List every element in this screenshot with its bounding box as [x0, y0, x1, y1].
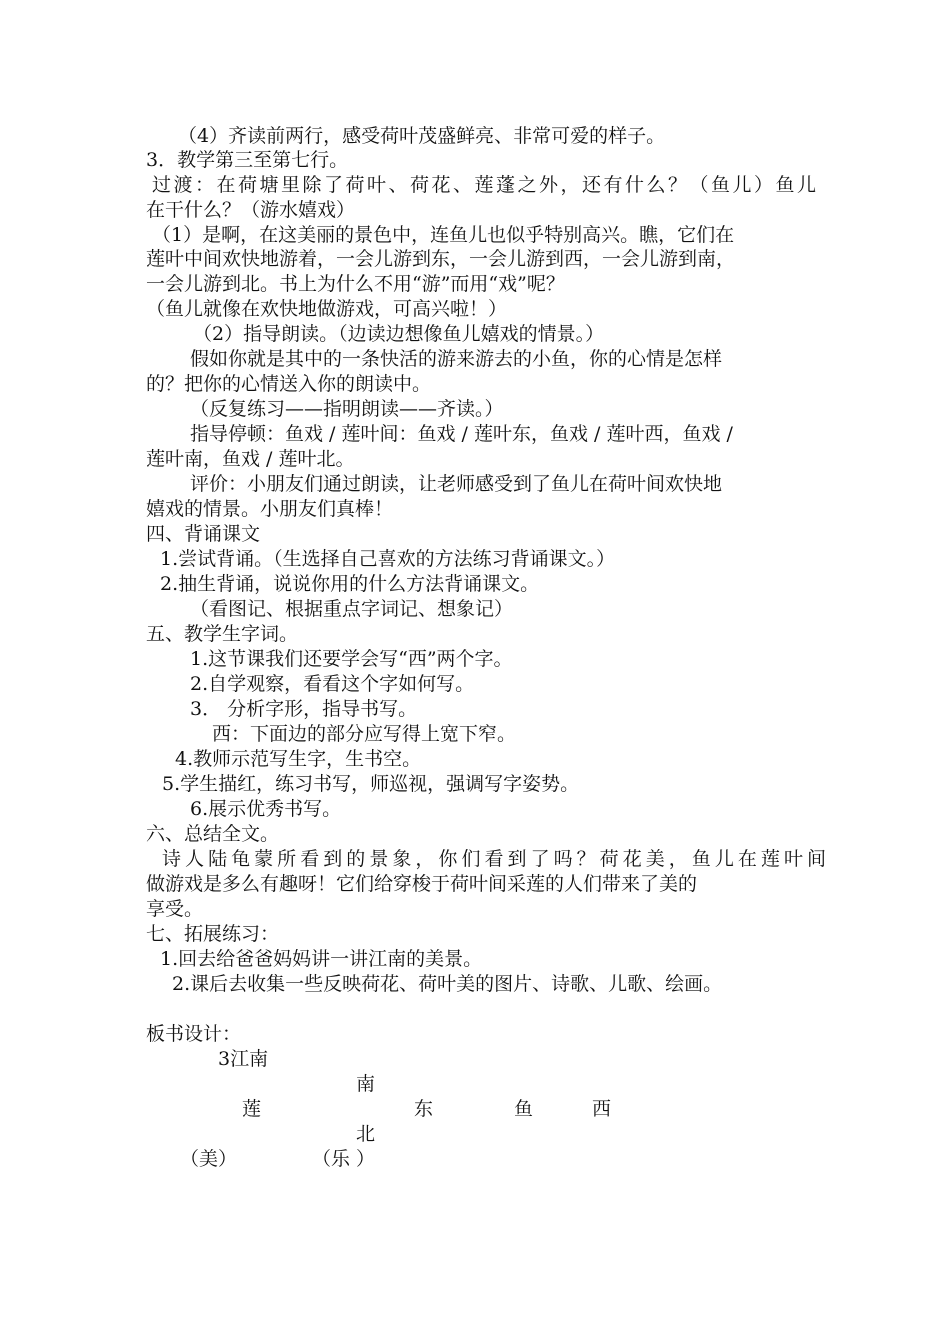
section-heading: 五、教学生字词。 [146, 623, 299, 645]
text-line: 6.展示优秀书写。 [190, 798, 342, 820]
text-line: （看图记、根据重点字词记、想象记） [190, 598, 514, 620]
text-line: 过渡：在荷塘里除了荷叶、荷花、莲蓬之外，还有什么？（鱼儿）鱼儿 [152, 174, 819, 196]
text-line: 一会儿游到北。书上为什么不用“游”而用“戏”呢？ [146, 273, 565, 295]
text-line: 3． 分析字形，指导书写。 [190, 698, 418, 720]
board-word-joy: （乐 ） [312, 1148, 376, 1170]
board-word-lotus: 莲 [242, 1098, 262, 1120]
text-line: 莲叶中间欢快地游着，一会儿游到东，一会儿游到西，一会儿游到南， [146, 248, 736, 270]
text-line: 享受。 [146, 898, 204, 920]
text-line: 2.自学观察，看看这个字如何写。 [190, 673, 475, 695]
text-line: 诗人陆龟蒙所看到的景象，你们看到了吗？荷花美，鱼儿在莲叶间 [162, 848, 831, 870]
text-line: 1.尝试背诵。（生选择自己喜欢的方法练习背诵课文。） [160, 548, 616, 570]
text-line: 1.回去给爸爸妈妈讲一讲江南的美景。 [160, 948, 483, 970]
board-word-south: 南 [356, 1073, 376, 1095]
text-line: 西：下面边的部分应写得上宽下窄。 [212, 723, 517, 745]
text-line: 莲叶南，鱼戏 / 莲叶北。 [146, 448, 355, 470]
text-line: 在干什么？（游水嬉戏） [146, 199, 356, 221]
board-word-east: 东 [414, 1098, 434, 1120]
section-heading: 六、总结全文。 [146, 823, 280, 845]
section-heading: 七、拓展练习： [146, 923, 280, 945]
text-line: 假如你就是其中的一条快活的游来游去的小鱼，你的心情是怎样 [190, 348, 723, 370]
text-line: 4.教师示范写生字，生书空。 [175, 748, 422, 770]
text-line: 5.学生描红，练习书写，师巡视，强调写字姿势。 [162, 773, 580, 795]
text-line: 指导停顿：鱼戏 / 莲叶间：鱼戏 / 莲叶东，鱼戏 / 莲叶西，鱼戏 / [190, 423, 733, 445]
text-line: 做游戏是多么有趣呀！它们给穿梭于荷叶间采莲的人们带来了美的 [146, 873, 698, 895]
text-line: （4）齐读前两行，感受荷叶茂盛鲜亮、非常可爱的样子。 [178, 125, 666, 147]
text-line: 2.抽生背诵，说说你用的什么方法背诵课文。 [160, 573, 540, 595]
board-word-beauty: （美） [180, 1148, 238, 1170]
section-heading: 四、背诵课文 [146, 523, 261, 545]
board-design-heading: 板书设计： [146, 1023, 242, 1045]
text-line: （2）指导朗读。（边读边想像鱼儿嬉戏的情景。） [193, 323, 605, 345]
text-line: （1）是啊，在这美丽的景色中，连鱼儿也似乎特别高兴。瞧，它们在 [152, 224, 735, 246]
board-word-north: 北 [356, 1123, 376, 1145]
text-line: 的？把你的心情送入你的朗读中。 [146, 373, 432, 395]
board-word-west: 西 [592, 1098, 612, 1120]
board-lesson-title: 3江南 [218, 1048, 269, 1070]
board-word-fish: 鱼 [514, 1098, 534, 1120]
text-line: 1.这节课我们还要学会写“西”两个字。 [190, 648, 513, 670]
text-line: （反复练习——指明朗读——齐读。） [190, 398, 504, 420]
section-heading: 3．教学第三至第七行。 [146, 149, 349, 171]
text-line: （鱼儿就像在欢快地做游戏，可高兴啦！） [146, 298, 508, 320]
text-line: 评价：小朋友们通过朗读，让老师感受到了鱼儿在荷叶间欢快地 [190, 473, 723, 495]
text-line: 嬉戏的情景。小朋友们真棒！ [146, 498, 394, 520]
text-line: 2.课后去收集一些反映荷花、荷叶美的图片、诗歌、儿歌、绘画。 [172, 973, 723, 995]
